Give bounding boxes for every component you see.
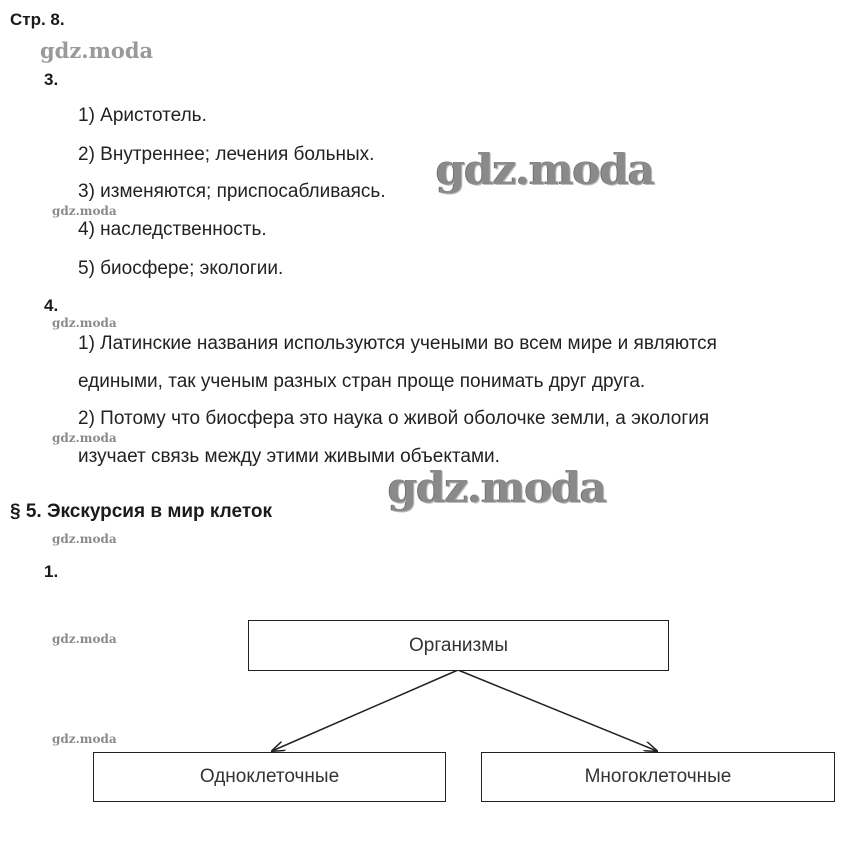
section-task-1-number: 1. (44, 562, 59, 581)
task-3-line-4: 4) наследственность. (78, 219, 267, 240)
task-4-number: 4. (44, 296, 59, 315)
task-3-number: 3. (44, 70, 59, 89)
arrow-to-multicellular (458, 670, 657, 751)
arrow-to-unicellular (272, 670, 458, 751)
section-title: § 5. Экскурсия в мир клеток (10, 501, 272, 522)
watermark: gdz.moda (436, 145, 655, 194)
diagram-root-label: Организмы (409, 634, 508, 656)
diagram-right-box (481, 752, 835, 802)
task-3-line-1: 1) Аристотель. (78, 105, 207, 126)
page-number: Стр. 8. (10, 10, 65, 29)
task-4-line-2: едиными, так ученым разных стран проще понимать друг друга. (78, 371, 646, 392)
task-3-line-3: 3) изменяются; приспосабливаясь. (78, 181, 386, 202)
watermark: gdz.moda (388, 463, 607, 512)
watermark: gdz.moda (52, 532, 117, 546)
diagram-right-label: Многоклеточные (584, 766, 732, 787)
watermark: gdz.moda (40, 38, 154, 63)
diagram-left-box (93, 752, 446, 802)
task-4-line-4: изучает связь между этими живыми объектами. (78, 446, 500, 467)
watermark: gdz.moda (52, 632, 117, 646)
watermark: gdz.moda (52, 204, 117, 218)
watermark: gdz.moda (52, 431, 117, 445)
diagram-left-label: Одноклеточные (199, 766, 340, 787)
watermark: gdz.moda (52, 732, 117, 746)
task-3-line-5: 5) биосфере; экологии. (78, 258, 284, 279)
diagram-root-box (248, 620, 669, 671)
watermark: gdz.moda (52, 316, 117, 330)
task-4-line-1: 1) Латинские названия используются учеными во всем мире и являются (78, 333, 717, 354)
task-4-line-3: 2) Потому что биосфера это наука о живой оболочке земли, а экология (78, 408, 710, 429)
task-3-line-2: 2) Внутреннее; лечения больных. (78, 144, 375, 165)
